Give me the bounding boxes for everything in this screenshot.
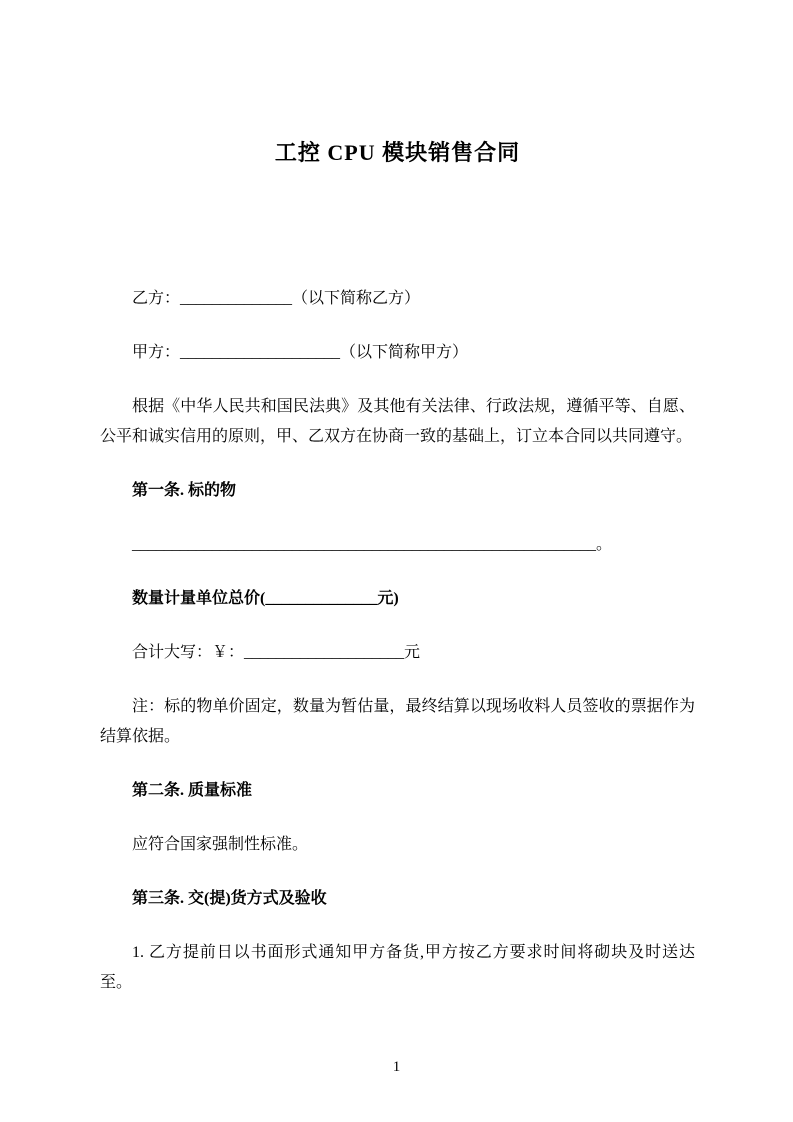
clause-3-item-1: 1. 乙方提前日以书面形式通知甲方备货,甲方按乙方要求时间将砌块及时送达至。 <box>100 944 695 991</box>
clause-2-body: 应符合国家强制性标准。 <box>132 836 309 853</box>
note-paragraph: 注：标的物单价固定，数量为暂估量，最终结算以现场收料人员签收的票据作为结算依据。 <box>100 698 695 745</box>
total-amount-in-words-line: 合计大写：￥：____________________元 <box>132 644 421 661</box>
clause-2-heading: 第二条. 质量标准 <box>132 782 253 799</box>
clause-3-heading: 第三条. 交(提)货方式及验收 <box>132 890 327 907</box>
party-b-line: 乙方：______________（以下简称乙方） <box>132 290 421 307</box>
quantity-unit-total-line: 数量计量单位总价(______________元) <box>132 590 399 607</box>
clause-1-blank-line: __________________________________________________________。 <box>132 536 613 553</box>
page-number: 1 <box>392 1059 401 1075</box>
document-title: 工控 CPU 模块销售合同 <box>274 140 521 165</box>
preamble-paragraph: 根据《中华人民共和国民法典》及其他有关法律、行政法规，遵循平等、自愿、公平和诚实信用的原则，甲、乙双方在协商一致的基础上，订立本合同以共同遵守。 <box>100 398 695 445</box>
clause-1-heading: 第一条. 标的物 <box>132 482 237 499</box>
party-a-line: 甲方：____________________（以下简称甲方） <box>132 344 469 361</box>
